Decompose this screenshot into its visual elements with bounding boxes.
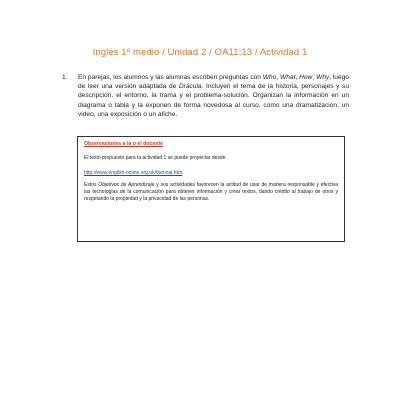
observations-link-line: http://www.english-online.org.uk/thenoal.htm.: [84, 170, 184, 176]
observations-paragraph: Estos Objetivos de Aprendizaje y sus actividades favorecen la actitud de usar de manera responsable y efectiva las tecnologías de la comunicación para obtener información y crear textos, dando crédito al trabajo de otros y respetando la propiedad y la privacidad de las personas.: [84, 182, 338, 202]
word-who: Who: [262, 74, 277, 81]
resource-link[interactable]: http://www.english-online.org.uk/thenoal.htm: [84, 170, 183, 176]
activity-item: [64, 73, 349, 119]
word-how: How: [299, 74, 313, 81]
activity-text: En parejas, los alumnos y las alumnas escriben preguntas con Who, What, How, Why, luego de leer una versión adaptada de Drácula. Incluyen el tema de la historia, personajes y su descripción, el entorno, la trama y el problema-solución. Organizan la información en un diagrama o tabla y la exponen de forma novedosa al curso, como una dramatización, un video, una exposición o un afiche.: [78, 74, 349, 118]
observations-box: [77, 136, 345, 242]
activity-number: 1.: [62, 74, 68, 81]
page-title: Inglés 1º medio / Unidad 2 / OA11;13 / Actividad 1: [92, 47, 308, 58]
observations-text: El texto propuesto para la actividad 1 se puede proyectar desde: [84, 155, 226, 161]
book-title: Drácula: [178, 83, 202, 91]
word-what: What: [280, 74, 296, 81]
observations-title: Observaciones a la o el docente: [84, 141, 163, 147]
word-why: Why: [315, 74, 330, 81]
